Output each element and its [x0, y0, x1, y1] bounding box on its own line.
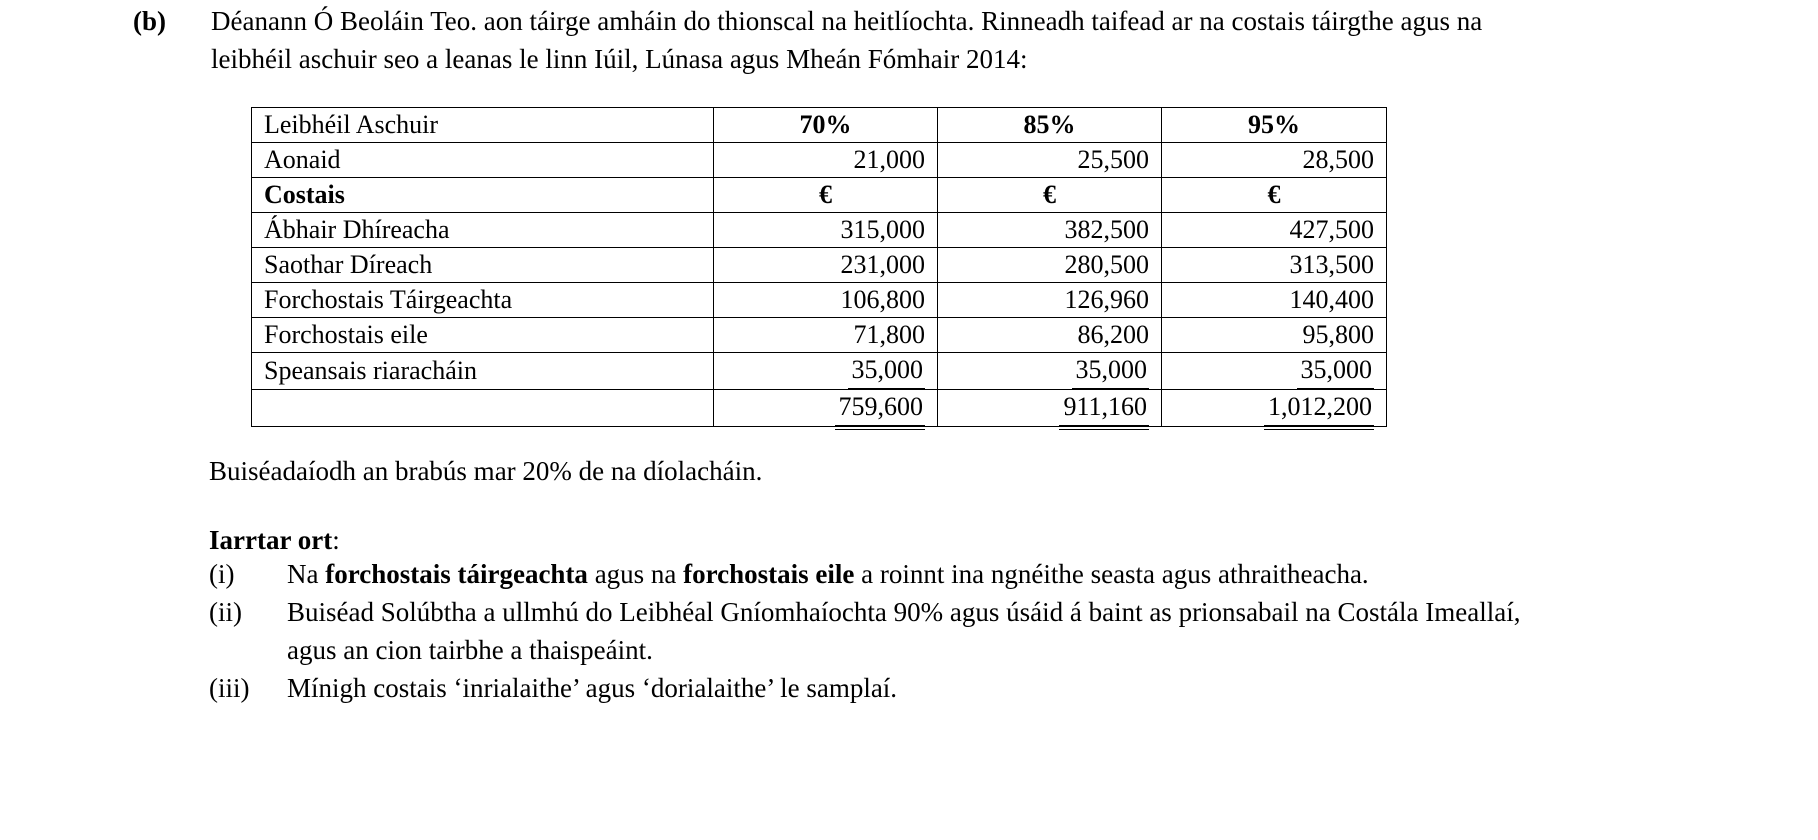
- underlined-amount: 759,600: [835, 390, 926, 426]
- table-row-label: Aonaid: [252, 143, 714, 178]
- table-cell: 85%: [938, 108, 1162, 143]
- table-row-label: Speansais riaracháin: [252, 353, 714, 390]
- table-row: [252, 390, 1387, 427]
- table-row: [252, 353, 1387, 390]
- table-cell: €: [714, 178, 938, 213]
- cost-output-table-wrap: [251, 107, 1387, 427]
- table-cell: 382,500: [938, 213, 1162, 248]
- underlined-amount: 1,012,200: [1264, 390, 1374, 426]
- table-cell: 21,000: [714, 143, 938, 178]
- requirement-item: [209, 669, 1539, 707]
- table-cell: 313,500: [1162, 248, 1387, 283]
- table-row-label: Costais: [252, 178, 714, 213]
- table-cell: 126,960: [938, 283, 1162, 318]
- table-row: [252, 178, 1387, 213]
- plain-text: Mínigh costais ‘inrialaithe’ agus ‘dorialaithe’ le samplaí.: [287, 673, 898, 703]
- requirements-heading: [209, 521, 340, 559]
- plain-text: a roinnt ina ngnéithe seasta agus athraitheacha.: [854, 559, 1369, 589]
- table-row-label: Forchostais eile: [252, 318, 714, 353]
- table-row-label: Saothar Díreach: [252, 248, 714, 283]
- table-cell: [714, 390, 938, 427]
- table-cell: 95%: [1162, 108, 1387, 143]
- table-cell: 231,000: [714, 248, 938, 283]
- plain-text: Buiséad Solúbtha a ullmhú do Leibhéal Gníomhaíochta 90% agus úsáid á baint as prionsabail na Costála Imeallaí, agus an cion tairbhe a thaispeáint.: [287, 597, 1521, 665]
- table-cell: 280,500: [938, 248, 1162, 283]
- table-cell: [938, 353, 1162, 390]
- cost-output-table: [251, 107, 1387, 427]
- table-row: [252, 248, 1387, 283]
- question-part-label: (b): [133, 6, 166, 36]
- table-cell: €: [938, 178, 1162, 213]
- table-cell: 315,000: [714, 213, 938, 248]
- table-cell: 106,800: [714, 283, 938, 318]
- requirement-item-text: [287, 669, 1539, 707]
- table-cell: €: [1162, 178, 1387, 213]
- requirement-item-number: (iii): [209, 673, 250, 703]
- table-row: [252, 143, 1387, 178]
- requirement-item-text: [287, 555, 1539, 593]
- table-row-label: Leibhéil Aschuir: [252, 108, 714, 143]
- table-cell: [714, 353, 938, 390]
- table-cell: [1162, 390, 1387, 427]
- table-cell: 95,800: [1162, 318, 1387, 353]
- underlined-amount: 35,000: [1297, 353, 1375, 389]
- table-cell: 86,200: [938, 318, 1162, 353]
- table-cell: 25,500: [938, 143, 1162, 178]
- underlined-amount: 911,160: [1059, 390, 1149, 426]
- underlined-amount: 35,000: [848, 353, 926, 389]
- table-row-label: [252, 390, 714, 427]
- table-cell: 71,800: [714, 318, 938, 353]
- question-intro: [133, 2, 1533, 78]
- requirement-item: [209, 593, 1539, 669]
- table-row: [252, 213, 1387, 248]
- question-intro-text: Déanann Ó Beoláin Teo. aon táirge amháin do thionscal na heitlíochta. Rinneadh taifead ar na costais táirgthe agus na leibhéil aschuir seo a leanas le linn Iúil, Lúnasa agus Mheán Fómhair 2014:: [211, 6, 1483, 74]
- profit-budget-note: Buiséadaíodh an brabús mar 20% de na díolacháin.: [209, 456, 763, 486]
- underlined-amount: 35,000: [1072, 353, 1150, 389]
- table-cell: 140,400: [1162, 283, 1387, 318]
- table-cell: [938, 390, 1162, 427]
- table-cell: 427,500: [1162, 213, 1387, 248]
- table-cell: 28,500: [1162, 143, 1387, 178]
- requirements-heading-suffix: :: [332, 525, 340, 555]
- table-row: [252, 318, 1387, 353]
- emphasised-term: forchostais eile: [683, 559, 855, 589]
- table-cell: [1162, 353, 1387, 390]
- plain-text: agus na: [587, 559, 684, 589]
- requirement-item: [209, 555, 1539, 593]
- plain-text: Na: [287, 559, 326, 589]
- table-row-label: Forchostais Táirgeachta: [252, 283, 714, 318]
- requirement-item-text: [287, 593, 1539, 669]
- requirements-list: [209, 555, 1539, 707]
- requirement-item-number: (ii): [209, 597, 242, 627]
- table-row: [252, 283, 1387, 318]
- requirement-item-number: (i): [209, 559, 235, 589]
- requirements-heading-label: Iarrtar ort: [209, 525, 333, 555]
- table-cell: 70%: [714, 108, 938, 143]
- table-row: [252, 108, 1387, 143]
- emphasised-term: forchostais táirgeachta: [325, 559, 588, 589]
- table-row-label: Ábhair Dhíreacha: [252, 213, 714, 248]
